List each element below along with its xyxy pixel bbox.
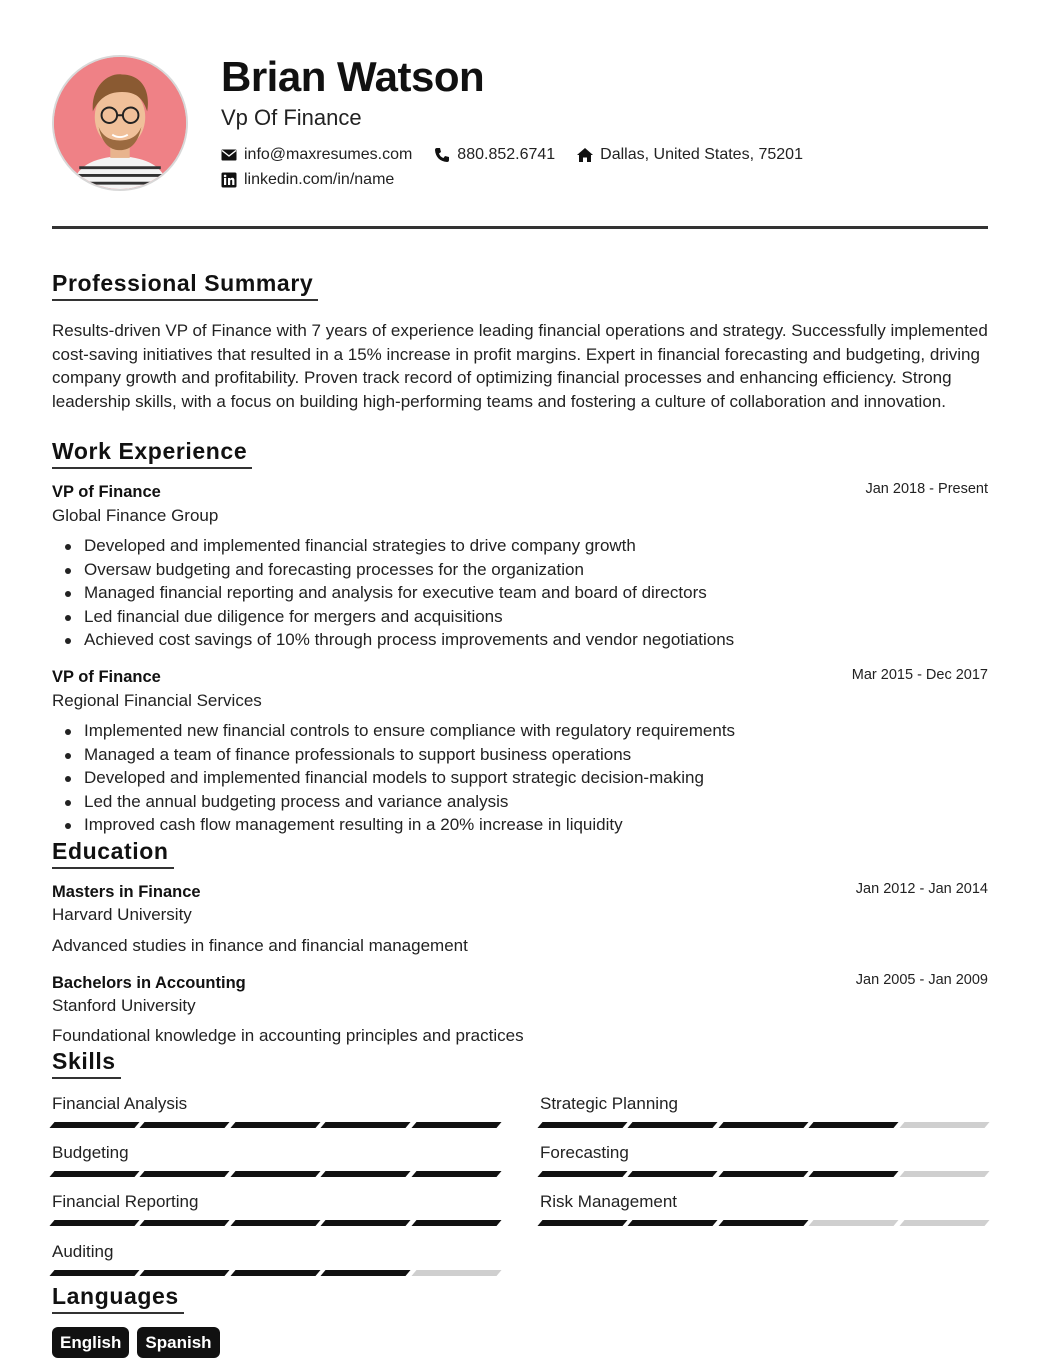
envelope-icon: [221, 147, 237, 163]
skill-segment-filled: [230, 1122, 320, 1128]
skill-segment-filled: [628, 1220, 718, 1226]
skill-name: Financial Analysis: [52, 1094, 188, 1113]
location-text: Dallas, United States, 75201: [600, 146, 803, 163]
phone-icon: [434, 147, 450, 163]
contact-row-primary: [221, 145, 825, 165]
skill-segment-filled: [628, 1171, 718, 1177]
skill-level-bar: [540, 1122, 987, 1128]
skill-name: Strategic Planning: [540, 1094, 678, 1113]
contact-location: [577, 145, 803, 165]
skill-segment-filled: [140, 1270, 230, 1276]
summary-heading: Professional Summary: [52, 268, 318, 301]
job-bullet: Led financial due diligence for mergers and acquisitions: [84, 605, 734, 629]
languages-list: [52, 1327, 220, 1358]
skill-segment-filled: [411, 1220, 501, 1226]
profile-photo: [52, 55, 188, 191]
job-bullets: [84, 534, 734, 652]
skill-level-bar: [52, 1122, 499, 1128]
skill-segment-filled: [140, 1122, 230, 1128]
education-description: Advanced studies in finance and financial management: [52, 936, 468, 955]
skill-item: [52, 1191, 499, 1226]
skill-segment-filled: [321, 1220, 411, 1226]
phone-text: 880.852.6741: [457, 146, 556, 163]
skills-heading: Skills: [52, 1046, 121, 1079]
language-pill: English: [52, 1327, 129, 1358]
job-dates: Jan 2018 - Present: [865, 481, 988, 497]
linkedin-icon: [221, 172, 237, 188]
skill-segment-empty: [899, 1220, 989, 1226]
skill-segment-filled: [49, 1171, 139, 1177]
skill-segment-filled: [230, 1220, 320, 1226]
skill-segment-filled: [140, 1171, 230, 1177]
education-school: Harvard University: [52, 905, 192, 924]
skill-segment-filled: [411, 1122, 501, 1128]
job-bullet: Developed and implemented financial strategies to drive company growth: [84, 534, 734, 558]
contact-row-secondary: [221, 170, 416, 190]
skill-name: Risk Management: [540, 1192, 678, 1211]
skill-segment-filled: [537, 1171, 627, 1177]
person-portrait-icon: [54, 57, 186, 189]
skill-segment-empty: [411, 1270, 501, 1276]
contact-phone[interactable]: [434, 145, 555, 165]
education-heading: Education: [52, 836, 174, 869]
job-dates: Mar 2015 - Dec 2017: [851, 667, 988, 683]
education-dates: Jan 2005 - Jan 2009: [855, 972, 988, 988]
skill-level-bar: [52, 1171, 499, 1177]
education-description: Foundational knowledge in accounting principles and practices: [52, 1026, 524, 1045]
skill-segment-filled: [49, 1122, 139, 1128]
job-bullet: Improved cash flow management resulting in a 20% increase in liquidity: [84, 813, 735, 837]
skill-name: Auditing: [52, 1242, 114, 1261]
email-text: info@maxresumes.com: [244, 146, 413, 163]
skill-segment-filled: [321, 1171, 411, 1177]
skill-segment-filled: [49, 1220, 139, 1226]
skill-level-bar: [52, 1270, 499, 1276]
skill-segment-filled: [140, 1220, 230, 1226]
job-bullet: Implemented new financial controls to ensure compliance with regulatory requirements: [84, 719, 735, 743]
skill-segment-filled: [49, 1270, 139, 1276]
skill-segment-filled: [537, 1220, 627, 1226]
skill-item: [540, 1093, 987, 1128]
skill-item: [540, 1191, 987, 1226]
skill-segment-empty: [899, 1122, 989, 1128]
job-bullet: Achieved cost savings of 10% through process improvements and vendor negotiations: [84, 628, 734, 652]
skill-segment-filled: [321, 1122, 411, 1128]
skill-segment-filled: [718, 1122, 808, 1128]
job-bullet: Managed financial reporting and analysis for executive team and board of directors: [84, 581, 734, 605]
education-dates: Jan 2012 - Jan 2014: [855, 881, 988, 897]
skill-segment-filled: [230, 1171, 320, 1177]
skill-name: Budgeting: [52, 1143, 129, 1162]
job-bullets: [84, 719, 735, 837]
contact-linkedin[interactable]: [221, 170, 394, 190]
job-title: VP of Finance: [52, 483, 161, 501]
home-icon: [577, 147, 593, 163]
education-school: Stanford University: [52, 996, 196, 1015]
skill-level-bar: [540, 1220, 987, 1226]
skill-level-bar: [52, 1220, 499, 1226]
education-degree: Masters in Finance: [52, 883, 201, 901]
skill-segment-filled: [809, 1122, 899, 1128]
language-pill: Spanish: [137, 1327, 219, 1358]
education-degree: Bachelors in Accounting: [52, 974, 246, 992]
contact-email[interactable]: [221, 145, 412, 165]
skill-segment-filled: [809, 1171, 899, 1177]
skill-segment-empty: [899, 1171, 989, 1177]
skill-segment-filled: [718, 1171, 808, 1177]
skill-segment-filled: [230, 1270, 320, 1276]
job-bullet: Managed a team of finance professionals to support business operations: [84, 743, 735, 767]
candidate-name: Brian Watson: [221, 53, 485, 100]
job-bullet: Oversaw budgeting and forecasting processes for the organization: [84, 558, 734, 582]
job-bullet: Developed and implemented financial models to support strategic decision-making: [84, 766, 735, 790]
languages-heading: Languages: [52, 1281, 184, 1314]
linkedin-text: linkedin.com/in/name: [244, 171, 395, 188]
skill-segment-filled: [718, 1220, 808, 1226]
job-title: VP of Finance: [52, 668, 161, 686]
summary-text: Results-driven VP of Finance with 7 years of experience leading financial operations and strategy. Successfully implemented cost-saving initiatives that resulted in a 15% increase in profit margins. Expert in financial forecasting and budgeting, driving company growth and profitability. Proven track record of optimizing financial processes and enhancing efficiency. Strong leadership skills, with a focus on building high-performing teams and fostering a culture of collaboration and innovation.: [52, 321, 988, 411]
experience-heading: Work Experience: [52, 436, 252, 469]
skill-segment-filled: [321, 1270, 411, 1276]
skill-name: Financial Reporting: [52, 1192, 199, 1211]
job-company: Global Finance Group: [52, 506, 219, 525]
job-company: Regional Financial Services: [52, 691, 262, 710]
job-bullet: Led the annual budgeting process and variance analysis: [84, 790, 735, 814]
skill-item: [52, 1241, 499, 1276]
header-divider: [52, 226, 988, 229]
skill-item: [52, 1093, 499, 1128]
candidate-role: Vp Of Finance: [221, 105, 362, 130]
skill-segment-filled: [628, 1122, 718, 1128]
skill-name: Forecasting: [540, 1143, 629, 1162]
skill-item: [52, 1142, 499, 1177]
skill-segment-filled: [537, 1122, 627, 1128]
skill-segment-filled: [411, 1171, 501, 1177]
skill-segment-empty: [809, 1220, 899, 1226]
skill-level-bar: [540, 1171, 987, 1177]
skill-item: [540, 1142, 987, 1177]
